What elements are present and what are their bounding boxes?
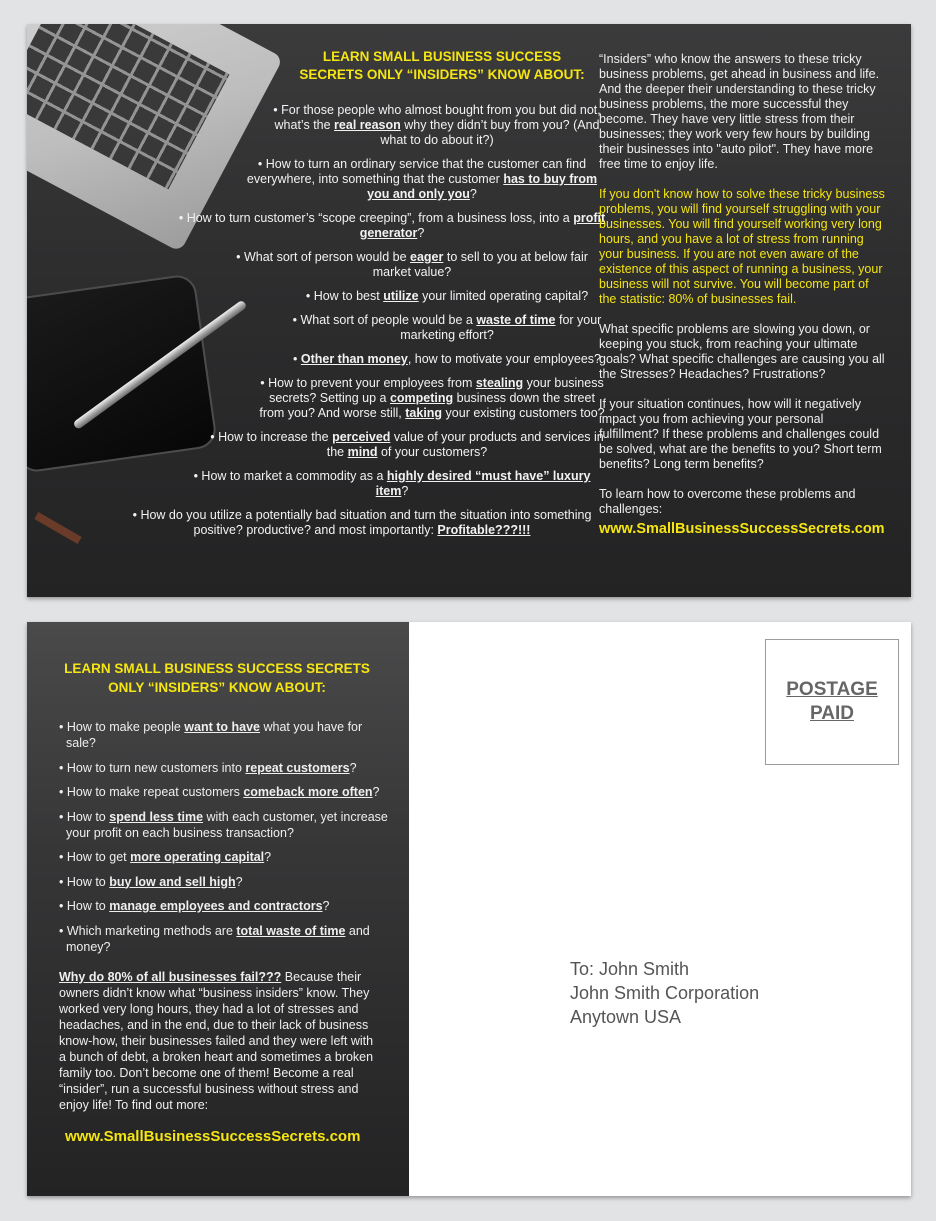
strap-photo xyxy=(34,512,81,544)
front-heading-line1: LEARN SMALL BUSINESS SUCCESS xyxy=(322,49,562,64)
back-bullet: • How to turn new customers into repeat customers? xyxy=(59,760,389,776)
paid-label: PAID xyxy=(810,703,854,724)
front-heading-line2: SECRETS ONLY “INSIDERS” KNOW ABOUT: xyxy=(299,67,585,82)
back-bullet: • How to get more operating capital? xyxy=(59,849,389,865)
front-website-link[interactable]: www.SmallBusinessSuccessSecrets.com xyxy=(599,521,885,537)
mailing-address xyxy=(570,957,759,1029)
postcard-front xyxy=(27,24,911,597)
front-bullet: • How to turn customer’s “scope creeping”, from a business loss, into a profit generator? xyxy=(177,211,607,241)
front-left-column xyxy=(140,48,607,547)
why-fail-paragraph: Why do 80% of all businesses fail??? Because their owners didn’t know what “business insiders” know. They worked very long hours, they had a lot of stresses and headaches, and in the end, due to their lack of business know-how, their businesses failed and they were left with a bunch of debt, a broken heart and sometimes a broken family too. Don’t become one of them! Become a real “insider”, run a successful business without stress and enjoy life! To find out more: xyxy=(59,970,374,1112)
front-bullet: • What sort of people would be a waste of time for your marketing effort? xyxy=(177,313,607,343)
back-bullet: • How to make repeat customers comeback more often? xyxy=(59,784,389,800)
front-bullet: • How to increase the perceived value of your products and services in the mind of your customers? xyxy=(177,430,607,460)
front-bullet: • Other than money, how to motivate your employees? xyxy=(177,352,607,367)
front-bullet: • What sort of person would be eager to sell to you at below fair market value? xyxy=(177,250,607,280)
learn-paragraph: To learn how to overcome these problems and challenges: xyxy=(599,487,856,516)
situation-paragraph: If your situation continues, how will it negatively impact you from achieving your personal fulfillment? If these problems and challenges could be solved, what are the benefits to you? Short term benefits? Long term benefits? xyxy=(599,397,882,471)
front-heading xyxy=(177,48,607,84)
warning-paragraph: If you don't know how to solve these tricky business problems, you will find yourself struggling with your businesses. You will find yourself working very long hours, and you have a lot of stress from running your business. If you are not even aware of the existence of this aspect of running a business, your business will not survive. You will become part of the statistic: 80% of businesses fail. xyxy=(599,187,885,306)
back-bullet: • How to manage employees and contractors? xyxy=(59,898,389,914)
front-bullet: • How to turn an ordinary service that the customer can find everywhere, into something that the customer has to buy from you and only you? xyxy=(177,157,607,202)
insiders-paragraph: “Insiders” who know the answers to these tricky business problems, get ahead in business and life. And the deeper their understanding to these tricky business problems, the more successful they become. They have very little stress from their businesses; they work very few hours by building their businesses into "auto pilot". They have more free time to enjoy life. xyxy=(599,52,880,171)
back-heading xyxy=(47,659,387,697)
back-left-panel xyxy=(27,622,409,1196)
front-right-column xyxy=(599,52,885,537)
back-heading-line1: LEARN SMALL BUSINESS SUCCESS SECRETS xyxy=(64,661,370,676)
back-heading-line2: ONLY “INSIDERS” KNOW ABOUT: xyxy=(108,680,326,695)
address-company: John Smith Corporation xyxy=(570,983,760,1003)
back-website-link[interactable]: www.SmallBusinessSuccessSecrets.com xyxy=(65,1128,361,1145)
front-bullet: • How do you utilize a potentially bad situation and turn the situation into something positive? productive? and most importantly: Profitable???!!! xyxy=(117,508,607,538)
problems-paragraph: What specific problems are slowing you down, or keeping you stuck, from reaching your ultimate goals? What specific challenges are causing you all the Stresses? Headaches? Frustrations? xyxy=(599,322,885,381)
front-bullet-list xyxy=(140,103,607,538)
postage-paid-box xyxy=(765,639,899,765)
back-bullet: • How to buy low and sell high? xyxy=(59,874,389,890)
back-bullet: • How to spend less time with each customer, yet increase your profit on each business transaction? xyxy=(59,809,389,841)
address-city: Anytown USA xyxy=(570,1007,682,1027)
back-bullet: • How to make people want to have what you have for sale? xyxy=(59,719,389,751)
front-bullet: • How to best utilize your limited operating capital? xyxy=(177,289,607,304)
front-bullet: • How to prevent your employees from stealing your business secrets? Setting up a competing business down the street from you? And worse still, taking your existing customers too? xyxy=(177,376,607,421)
back-bullet-list xyxy=(59,719,389,963)
back-bullet: • Which marketing methods are total waste of time and money? xyxy=(59,923,389,955)
postage-label: POSTAGE xyxy=(786,679,878,700)
front-bullet: • For those people who almost bought from you but did not, what’s the real reason why they didn’t buy from you? (And what to do about it?) xyxy=(177,103,607,148)
address-recipient: To: John Smith xyxy=(570,959,690,979)
front-bullet: • How to market a commodity as a highly desired “must have” luxury item? xyxy=(177,469,607,499)
postcard-back xyxy=(27,622,911,1196)
